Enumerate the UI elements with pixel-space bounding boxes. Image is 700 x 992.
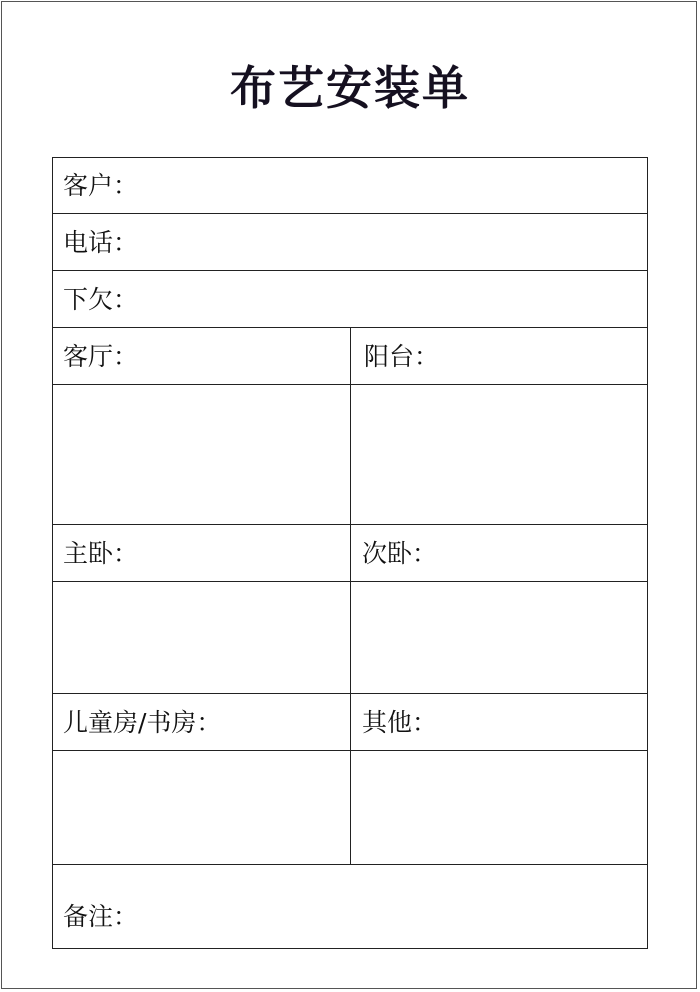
balcony-entry[interactable] [351, 385, 647, 524]
kids-study-header [52, 694, 350, 750]
balcony-header [351, 328, 647, 384]
phone-field[interactable] [52, 214, 648, 270]
second-bedroom-header [351, 525, 647, 581]
second-bedroom-entry[interactable] [351, 582, 647, 693]
order-field[interactable] [52, 271, 648, 327]
order-label: 下欠： [63, 285, 139, 314]
living-room-header [52, 328, 350, 384]
master-bedroom-label: 主卧： [63, 539, 139, 568]
living-room-label: 客厅： [63, 342, 139, 371]
customer-field[interactable] [52, 157, 648, 213]
notes-field[interactable] [52, 865, 648, 948]
other-header [351, 694, 647, 750]
balcony-label: 阳台： [364, 342, 440, 371]
customer-label: 客户： [63, 171, 139, 200]
phone-label: 电话： [63, 228, 139, 257]
installation-form [52, 157, 648, 949]
living-room-entry[interactable] [52, 385, 350, 524]
form-bottom-border [52, 948, 648, 949]
master-bedroom-header [52, 525, 350, 581]
kids-study-label: 儿童房/书房： [63, 708, 222, 737]
page-title: 布艺安装单 [230, 61, 470, 115]
notes-label: 备注： [63, 902, 139, 931]
second-bedroom-label: 次卧： [362, 539, 438, 568]
kids-study-entry[interactable] [52, 751, 350, 864]
other-label: 其他： [362, 708, 438, 737]
master-bedroom-entry[interactable] [52, 582, 350, 693]
other-entry[interactable] [351, 751, 647, 864]
